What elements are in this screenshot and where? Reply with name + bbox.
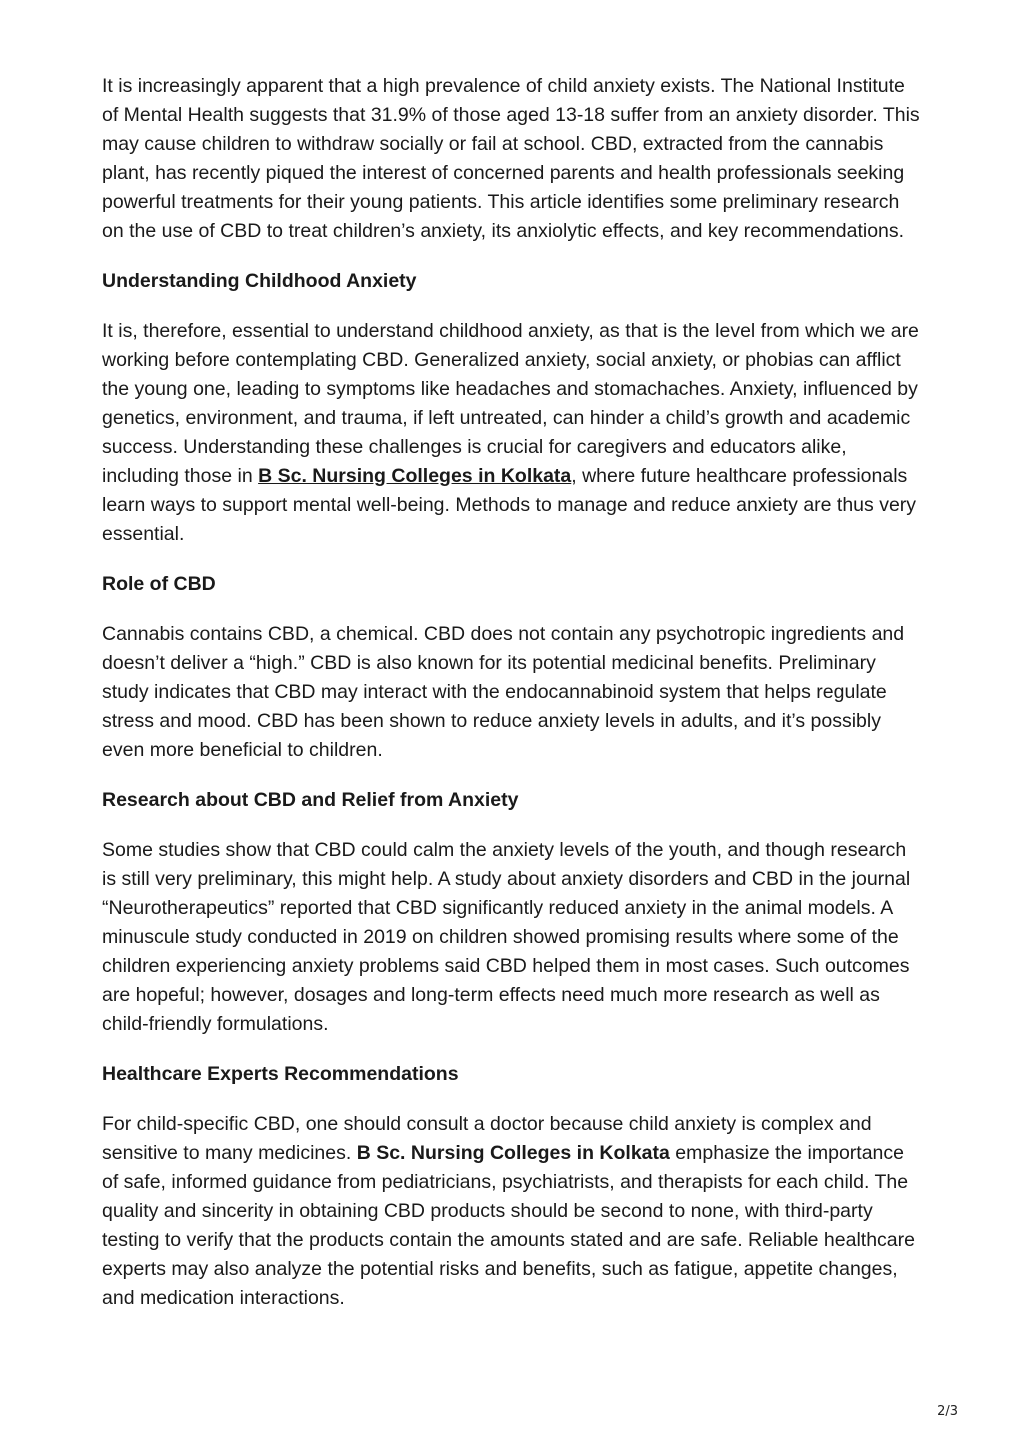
heading-understanding-childhood-anxiety: Understanding Childhood Anxiety bbox=[102, 270, 417, 292]
paragraph-text: It is, therefore, essential to understand childhood anxiety, as that is the level from which we are working before contemplating CBD. Generalized anxiety, social anxiety, or phobias can afflict the young one, leading to symptoms like headaches and stomachaches. Anxiety, influenced by genetics, environment, and trauma, if left untreated, can hinder a child’s growth and academic success. Understanding these challenges is crucial for caregivers and educators alike, including those in bbox=[102, 320, 919, 487]
heading-role-of-cbd: Role of CBD bbox=[102, 573, 216, 595]
childhood-anxiety-paragraph bbox=[102, 317, 924, 549]
intro-paragraph: It is increasingly apparent that a high prevalence of child anxiety exists. The National Institute of Mental Health suggests that 31.9% of those aged 13-18 suffer from an anxiety disorder. This may cause children to withdraw socially or fail at school. CBD, extracted from the cannabis plant, has recently piqued the interest of concerned parents and health professionals seeking powerful treatments for their young patients. This article identifies some preliminary research on the use of CBD to treat children’s anxiety, its anxiolytic effects, and key recommendations. bbox=[102, 75, 920, 242]
heading-healthcare-recommendations: Healthcare Experts Recommendations bbox=[102, 1063, 459, 1085]
role-of-cbd-paragraph: Cannabis contains CBD, a chemical. CBD does not contain any psychotropic ingredients and doesn’t deliver a “high.” CBD is also known for its potential medicinal benefits. Preliminary study indicates that CBD may interact with the endocannabinoid system that helps regulate stress and mood. CBD has been shown to reduce anxiety levels in adults, and it’s possibly even more beneficial to children. bbox=[102, 623, 905, 761]
heading-research-cbd-anxiety: Research about CBD and Relief from Anxiety bbox=[102, 789, 519, 811]
research-paragraph: Some studies show that CBD could calm the anxiety levels of the youth, and though research is still very preliminary, this might help. A study about anxiety disorders and CBD in the journal “Neurotherapeutics” reported that CBD significantly reduced anxiety in the animal models. A minuscule study conducted in 2019 on children showed promising results where some of the children experiencing anxiety problems said CBD helped them in most cases. Such outcomes are hopeful; however, dosages and long-term effects need much more research as well as child-friendly formulations. bbox=[102, 839, 911, 1035]
paragraph-text: For child-specific CBD, one should consult a doctor because child anxiety is complex and sensitive to many medicines. bbox=[102, 1113, 872, 1164]
nursing-colleges-link[interactable]: B Sc. Nursing Colleges in Kolkata bbox=[258, 465, 572, 487]
recommendations-paragraph bbox=[102, 1110, 924, 1313]
paragraph-text: emphasize the importance of safe, informed guidance from pediatricians, psychiatrists, and therapists for each child. The quality and sincerity in obtaining CBD products should be second to none, with third-party testing to verify that the products contain the amounts stated and are safe. Reliable healthcare experts may also analyze the potential risks and benefits, such as fatigue, appetite changes, and medication interactions. bbox=[102, 1142, 915, 1309]
nursing-colleges-bold-text: B Sc. Nursing Colleges in Kolkata bbox=[356, 1142, 670, 1164]
article-body bbox=[102, 72, 924, 1334]
page-number: 2/3 bbox=[937, 1404, 958, 1419]
paragraph-text: , where future healthcare professionals learn ways to support mental well-being. Methods to manage and reduce anxiety are thus very essential. bbox=[102, 465, 917, 545]
